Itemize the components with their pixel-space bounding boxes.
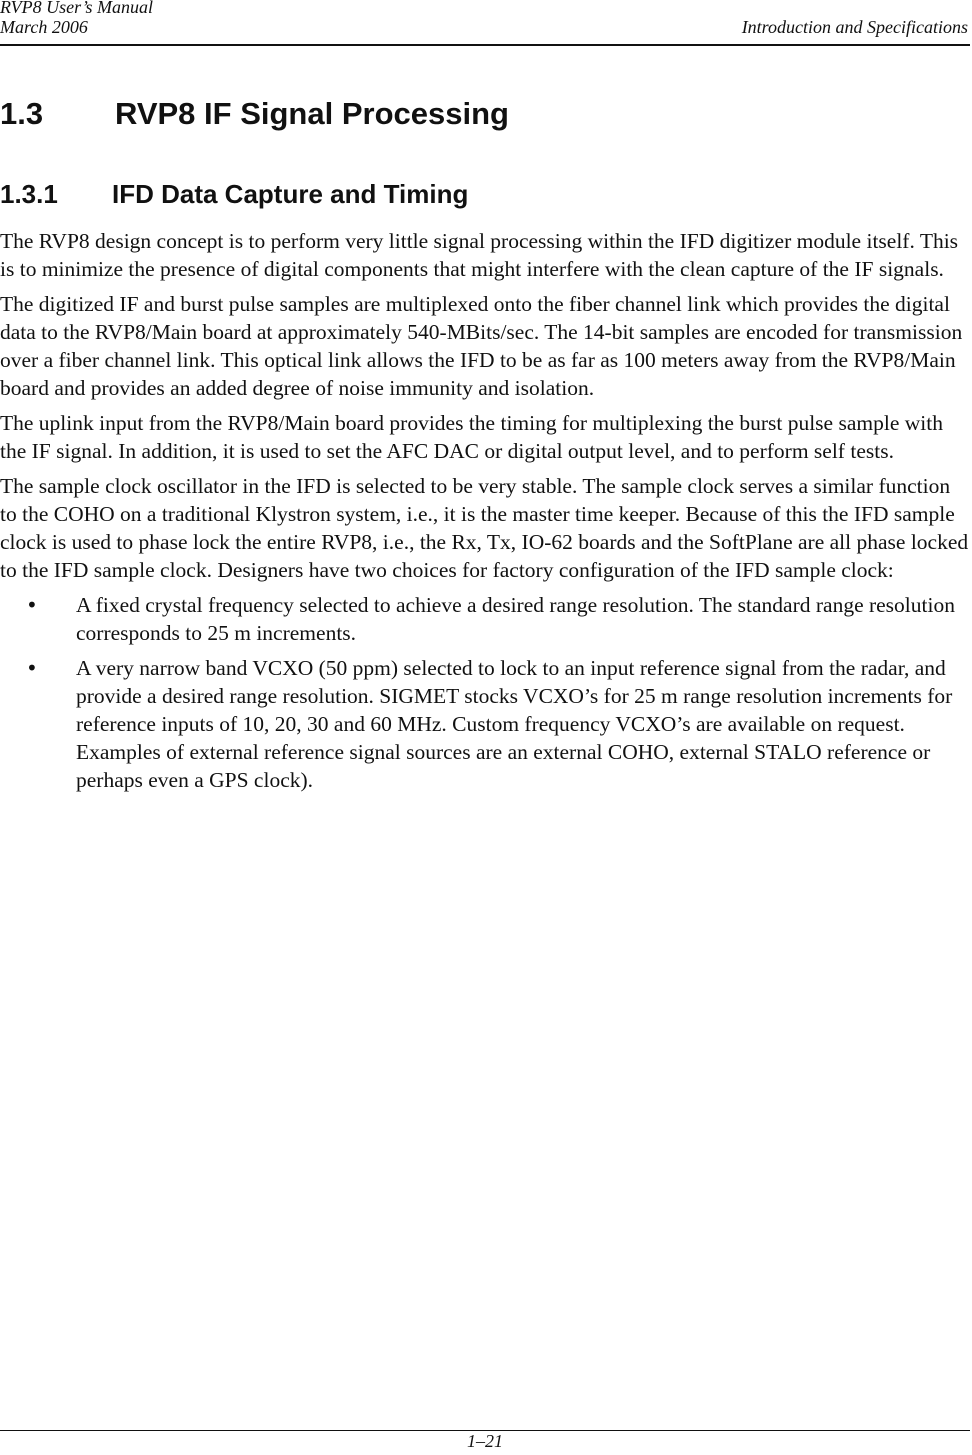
section-heading xyxy=(0,94,509,134)
subsection-heading xyxy=(0,177,468,211)
section-title: RVP8 IF Signal Processing xyxy=(115,96,509,131)
paragraph-sample-clock: The sample clock oscillator in the IFD is selected to be very stable. The sample clock serves a similar function to the COHO on a traditional Klystron system, i.e., it is the master time keeper. Because of this the IFD sample clock is used to phase lock the entire RVP8, i.e., the Rx, Tx, IO-62 boards and the SoftPlane are all phase locked to the IFD sample clock. Designers have two choices for factory configuration of the IFD sample clock: xyxy=(0,474,969,582)
paragraph-uplink: The uplink input from the RVP8/Main board provides the timing for multiplexing the burst pulse sample with the IF signal. In addition, it is used to set the AFC DAC or digital output level, and to perform self tests. xyxy=(0,411,943,463)
paragraph-fiber-link: The digitized IF and burst pulse samples are multiplexed onto the fiber channel link which provides the digital data to the RVP8/Main board at approximately 540-MBits/sec. The 14-bit samples are encoded for transmission over a fiber channel link. This optical link allows the IFD to be as far as 100 meters away from the RVP8/Main board and provides an added degree of noise immunity and isolation. xyxy=(0,292,963,400)
header-left xyxy=(0,0,153,37)
list-item-text: A fixed crystal frequency selected to achieve a desired range resolution. The standard range resolution corresponds to 25 m increments. xyxy=(76,593,955,645)
chapter-title: Introduction and Specifications xyxy=(741,17,968,37)
clock-options-list xyxy=(0,591,972,794)
subsection-title: IFD Data Capture and Timing xyxy=(112,179,469,209)
list-item xyxy=(0,591,972,647)
paragraph-design-concept: The RVP8 design concept is to perform very little signal processing within the IFD digitizer module itself. This is to minimize the presence of digital components that might interfere with the clean capture of the IF signals. xyxy=(0,229,959,281)
list-item-text: A very narrow band VCXO (50 ppm) selected to lock to an input reference signal from the radar, and provide a desired range resolution. SIGMET stocks VCXO’s for 25 m range resolution increments for reference inputs of 10, 20, 30 and 60 MHz. Custom frequency VCXO’s are available on request. Examples of external reference signal sources are an external COHO, external STALO reference or perhaps even a GPS clock). xyxy=(76,656,953,792)
bullet-icon: • xyxy=(26,593,38,617)
page-number: 1–21 xyxy=(467,1431,503,1451)
body-text xyxy=(0,227,972,801)
list-item xyxy=(0,654,972,794)
bullet-icon: • xyxy=(26,656,38,680)
manual-title: RVP8 User’s Manual xyxy=(0,0,153,17)
page-header xyxy=(0,0,970,46)
page-footer xyxy=(0,1430,970,1451)
section-number: 1.3 xyxy=(0,96,44,131)
manual-date: March 2006 xyxy=(0,17,88,37)
subsection-number: 1.3.1 xyxy=(0,179,58,209)
